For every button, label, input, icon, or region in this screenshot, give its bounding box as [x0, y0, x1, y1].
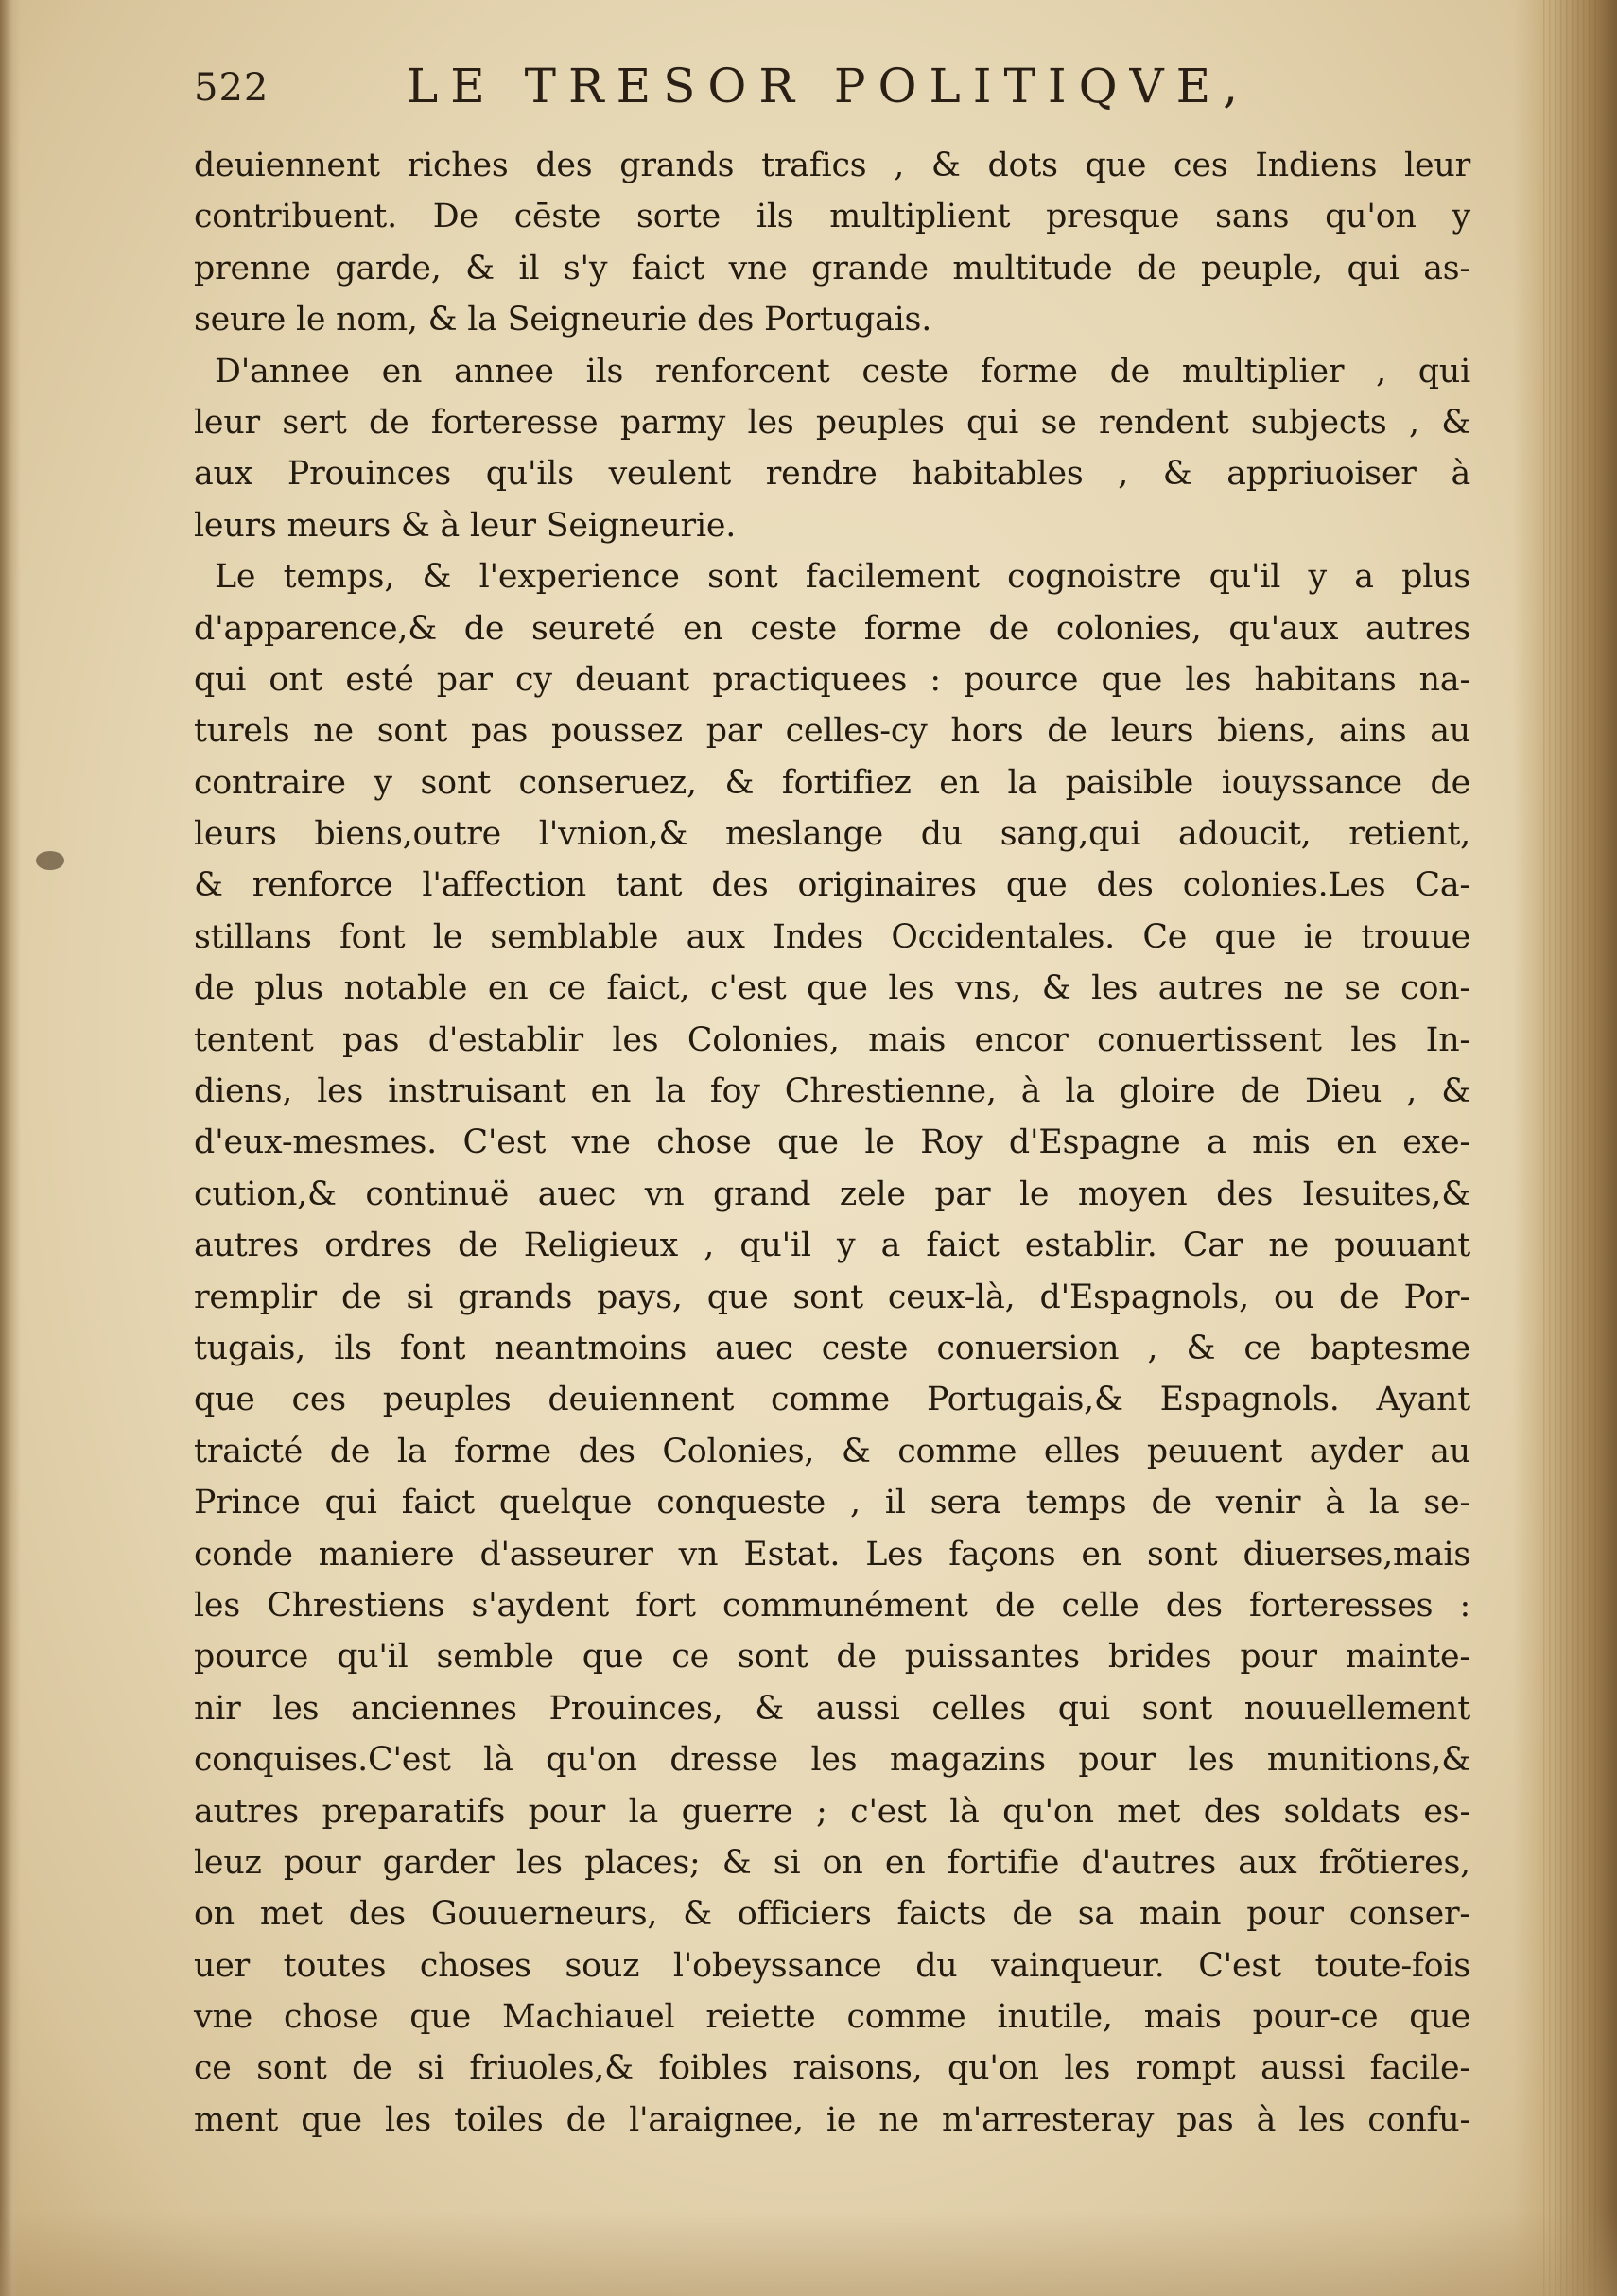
text-line: on met des Gouuerneurs, & officiers faicts de sa main pour conser-: [194, 1895, 1470, 1934]
text-line: turels ne sont pas poussez par celles-cy hors de leurs biens, ains au: [194, 712, 1470, 751]
text-line: deuiennent riches des grands trafics , & dots que ces Indiens leur: [194, 147, 1470, 184]
text-line: conquises.C'est là qu'on dresse les magazins pour les munitions,&: [194, 1741, 1470, 1780]
text-line: leurs meurs & à leur Seigneurie.: [194, 506, 737, 545]
text-line: contribuent. De cēste sorte ils multiplient presque sans qu'on y: [194, 198, 1470, 236]
text-line: prenne garde, & il s'y faict vne grande multitude de peuple, qui as-: [194, 249, 1470, 287]
text-line: aux Prouinces qu'ils veulent rendre habitables , & appriuoiser à: [194, 455, 1470, 494]
text-line: leurs biens,outre l'vnion,& meslange du sang,qui adoucit, retient,: [194, 815, 1470, 854]
text-line: leur sert de forteresse parmy les peuples qui se rendent subjects , &: [194, 403, 1470, 442]
text-line: tugais, ils font neantmoins auec ceste conuersion , & ce baptesme: [194, 1329, 1470, 1367]
text-line: qui ont esté par cy deuant practiquees : pource que les habitans na-: [194, 660, 1470, 699]
text-line: pource qu'il semble que ce sont de puissantes brides pour mainte-: [194, 1638, 1470, 1677]
text-line: autres preparatifs pour la guerre ; c'est là qu'on met des soldats es-: [194, 1792, 1470, 1831]
text-line: ce sont de si friuoles,& foibles raisons, qu'on les rompt aussi facile-: [194, 2049, 1470, 2088]
gutter-shadow: [0, 0, 21, 2296]
text-line: diens, les instruisant en la foy Chrestienne, à la gloire de Dieu , &: [194, 1072, 1470, 1111]
text-line: conde maniere d'asseurer vn Estat. Les façons en sont diuerses,mais: [194, 1535, 1470, 1574]
text-line: de plus notable en ce faict, c'est que les vns, & les autres ne se con-: [194, 969, 1470, 1008]
text-line: nir les anciennes Prouinces, & aussi celles qui sont nouuellement: [194, 1689, 1470, 1728]
text-line: seure le nom, & la Seigneurie des Portugais.: [194, 301, 932, 339]
body-text: [194, 140, 1470, 2146]
text-line: D'annee en annee ils renforcent ceste forme de multiplier , qui: [215, 352, 1470, 391]
page-edge-texture: [1543, 0, 1600, 2296]
text-line: Prince qui faict quelque conqueste , il sera temps de venir à la se-: [194, 1484, 1470, 1522]
page-number: 522: [194, 66, 270, 110]
text-line: cution,& continuë auec vn grand zele par le moyen des Iesuites,&: [194, 1174, 1470, 1213]
text-line: remplir de si grands pays, que sont ceux-là, d'Espagnols, ou de Por-: [194, 1278, 1470, 1316]
text-line: uer toutes choses souz l'obeyssance du vainqueur. C'est toute-fois: [194, 1946, 1470, 1985]
text-line: tentent pas d'establir les Colonies, mais encor conuertissent les In-: [194, 1020, 1470, 1059]
text-line: leuz pour garder les places; & si on en fortifie d'autres aux frõtieres,: [194, 1843, 1470, 1882]
ink-stain: [36, 851, 64, 870]
text-line: & renforce l'affection tant des originaires que des colonies.Les Ca-: [194, 866, 1470, 905]
text-line: les Chrestiens s'aydent fort communément de celle des forteresses :: [194, 1586, 1470, 1625]
text-line: traicté de la forme des Colonies, & comme elles peuuent ayder au: [194, 1432, 1470, 1470]
text-line: que ces peuples deuiennent comme Portugais,& Espagnols. Ayant: [194, 1381, 1470, 1419]
text-line: ment que les toiles de l'araignee, ie ne m'arresteray pas à les confu-: [194, 2100, 1470, 2139]
text-line: Le temps, & l'experience sont facilement cognoistre qu'il y a plus: [215, 558, 1470, 597]
page-header: [194, 59, 1470, 125]
text-line: d'apparence,& de seureté en ceste forme de colonies, qu'aux autres: [194, 609, 1470, 648]
running-title: LE TRESOR POLITIQVE,: [407, 59, 1251, 113]
text-line: d'eux-mesmes. C'est vne chose que le Roy d'Espagne a mis en exe-: [194, 1123, 1470, 1162]
text-line: autres ordres de Religieux , qu'il y a faict establir. Car ne pouuant: [194, 1226, 1470, 1265]
text-line: contraire y sont conseruez, & fortifiez en la paisible iouyssance de: [194, 763, 1470, 802]
bottom-shade: [0, 2211, 1617, 2296]
text-line: vne chose que Machiauel reiette comme inutile, mais pour-ce que: [194, 1998, 1470, 2037]
text-line: stillans font le semblable aux Indes Occidentales. Ce que ie trouue: [194, 917, 1470, 956]
